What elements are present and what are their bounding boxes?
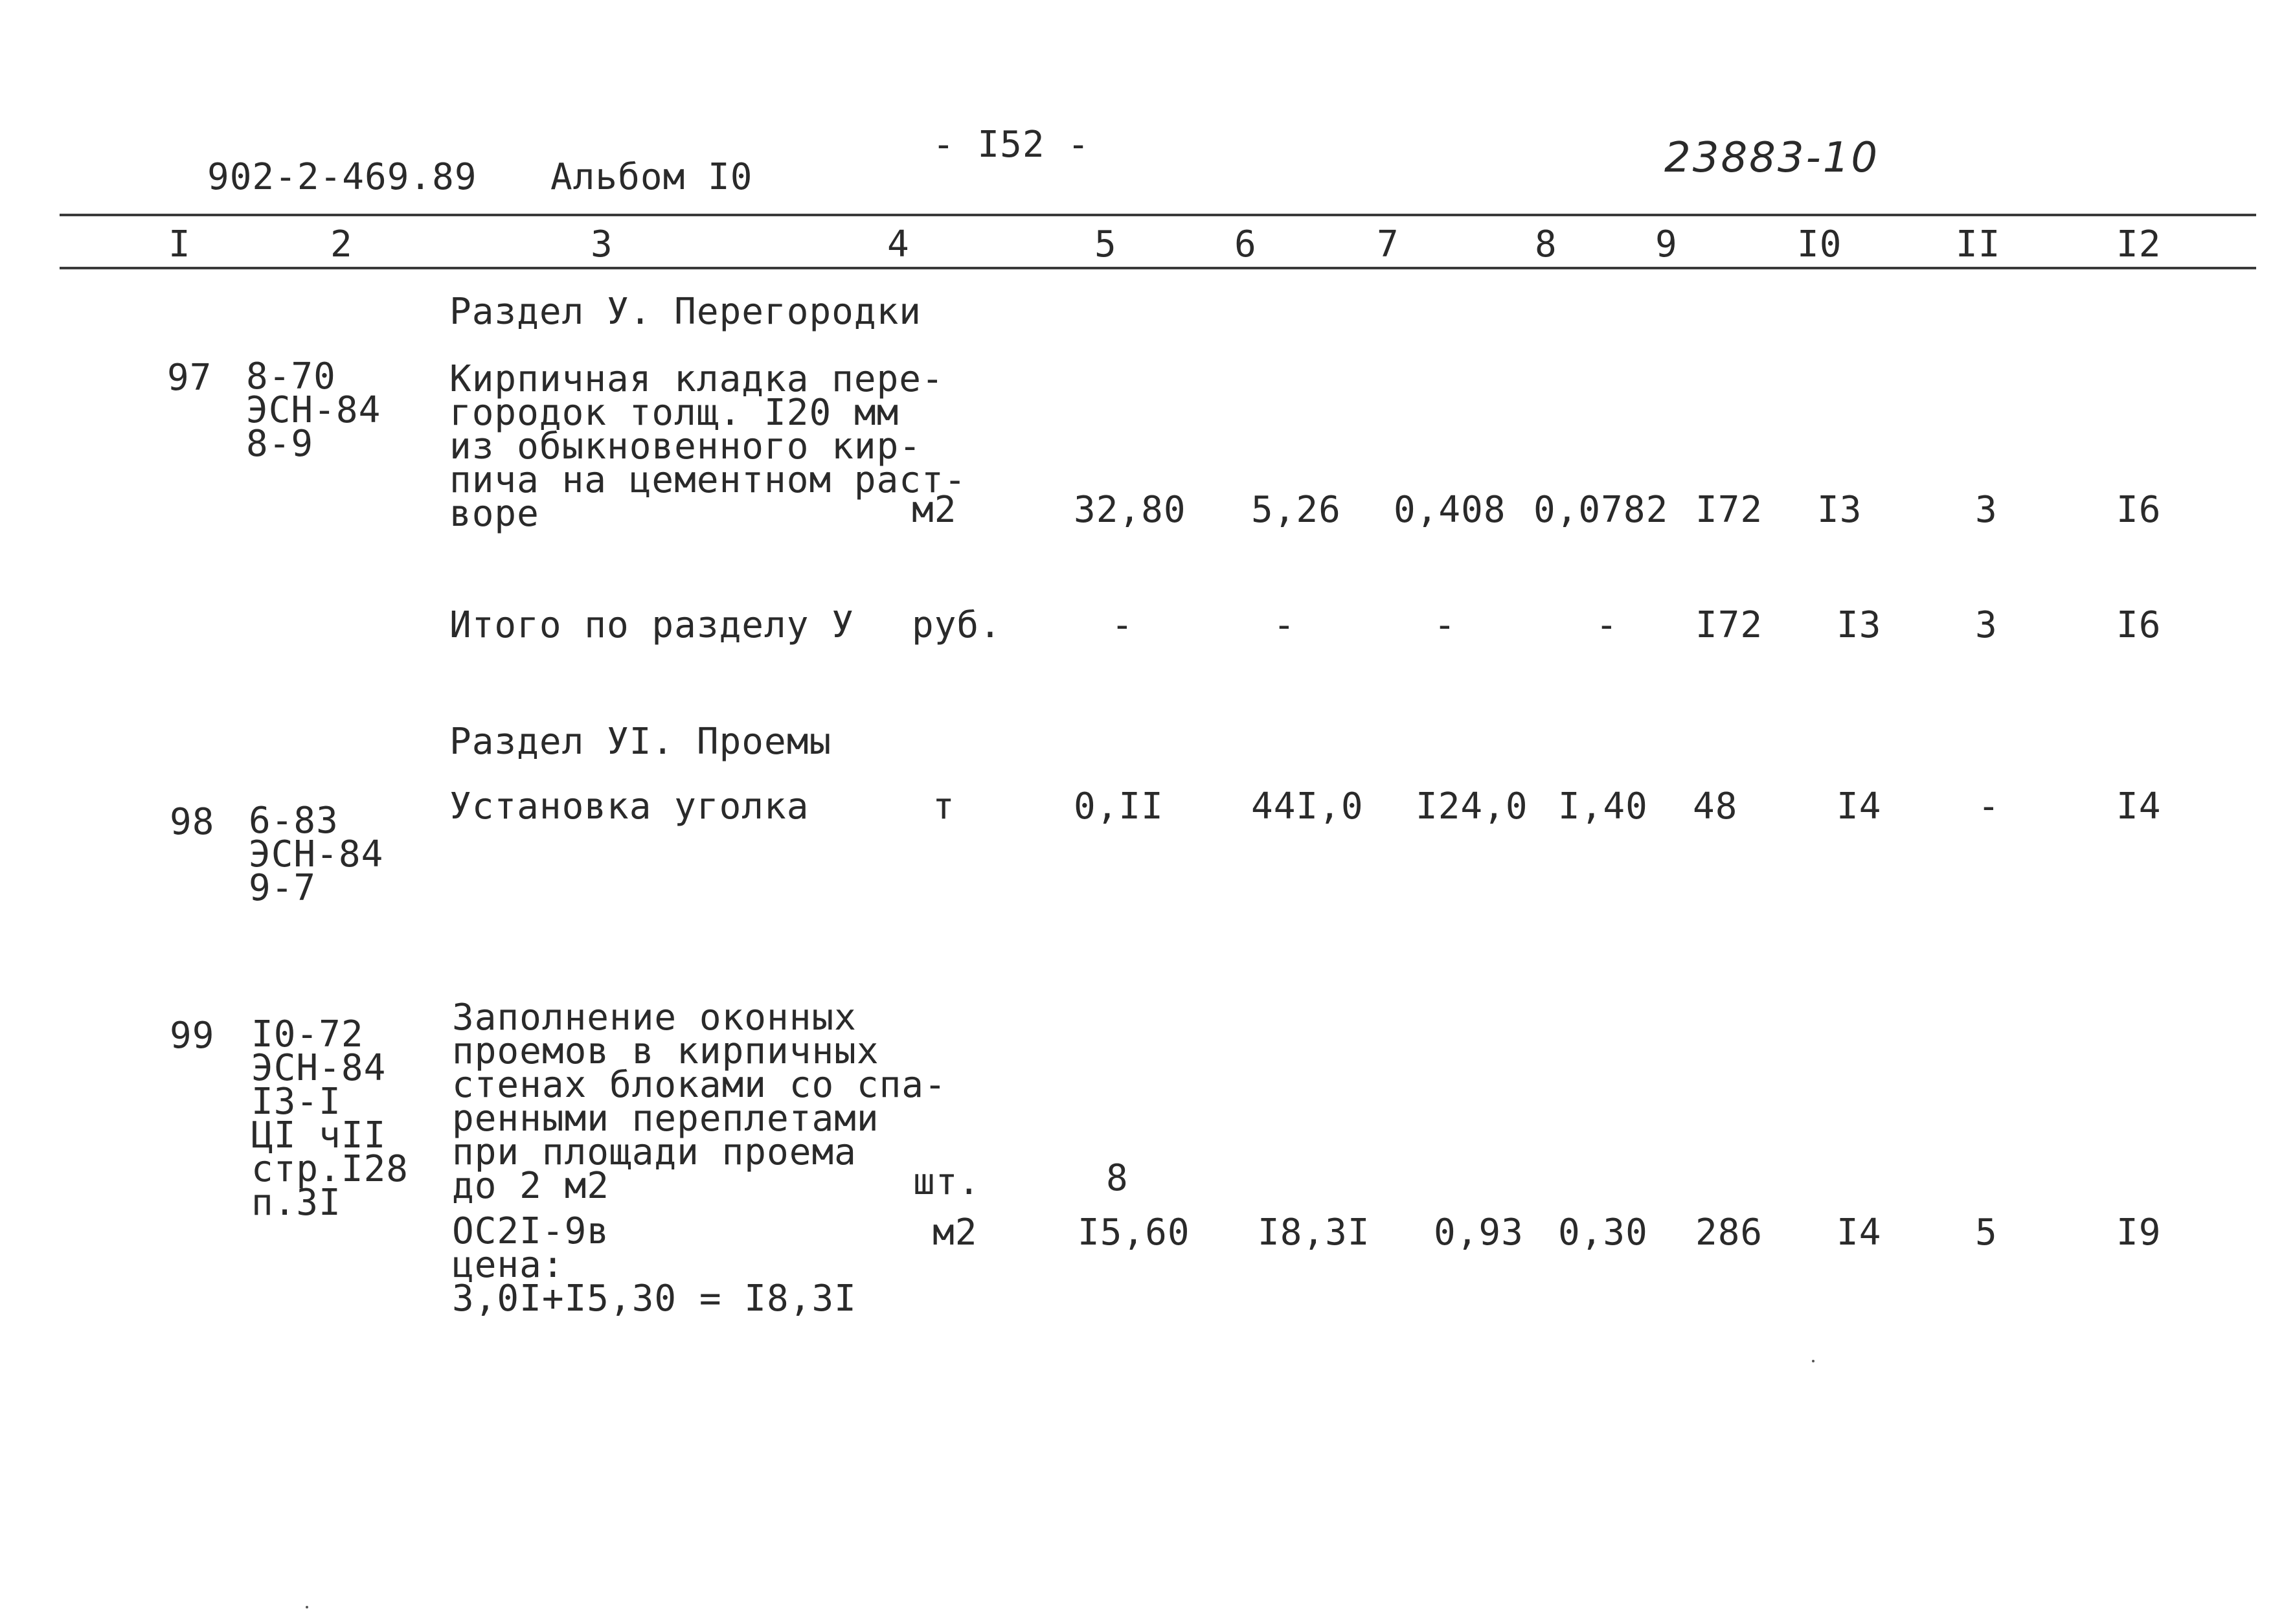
- document-code: 902-2-469.89: [207, 156, 477, 198]
- column-header-10: I0: [1797, 223, 1842, 265]
- column-header-2: 2: [330, 223, 353, 265]
- norm-reference: I0-72 ЭСН-84 I3-I ЦI чII стр.I28 п.3I: [251, 1013, 409, 1224]
- section-title-6: Раздел УI. Проемы: [449, 721, 832, 763]
- col-11-value: 3: [1975, 489, 1998, 531]
- column-header-3: 3: [591, 223, 613, 265]
- unit: т: [933, 785, 955, 828]
- row-number: 97: [167, 357, 212, 399]
- col-9-value: I72: [1695, 489, 1763, 531]
- sub-item-description: ОС2I-9в цена: 3,0I+I5,30 = I8,3I: [452, 1210, 857, 1320]
- work-description: Кирпичная кладка пере- городок толщ. I20 мм из обыкновенного кир- пича на цементном раст- воре: [449, 358, 967, 535]
- column-header-6: 6: [1234, 223, 1257, 265]
- sub-item-col-9: 286: [1695, 1212, 1763, 1254]
- total-col-11: 3: [1975, 604, 1998, 646]
- quantity: 0,II: [1074, 785, 1164, 828]
- column-header-9: 9: [1655, 223, 1678, 265]
- total-col-10: I3: [1837, 604, 1882, 646]
- unit-price: 44I,0: [1251, 785, 1364, 828]
- unit: м2: [912, 489, 957, 531]
- table-header-bottom-rule: [60, 267, 2256, 269]
- scan-speck: [306, 1606, 308, 1608]
- column-header-12: I2: [2116, 223, 2162, 265]
- col-10-value: I4: [1837, 785, 1882, 828]
- sub-item-unit: м2: [933, 1212, 978, 1254]
- norm-reference: 8-70 ЭСН-84 8-9: [246, 355, 381, 465]
- total-unit: руб.: [912, 604, 1002, 646]
- column-header-7: 7: [1377, 223, 1399, 265]
- sub-item-unit-price: I8,3I: [1258, 1212, 1370, 1254]
- row-number: 99: [170, 1015, 215, 1057]
- work-description: Заполнение оконных проемов в кирпичных стенах блоками со спа- ренными переплетами при площади проема до 2 м2: [452, 997, 947, 1207]
- sub-item-col-10: I4: [1837, 1212, 1882, 1254]
- column-header-1: I: [168, 223, 191, 265]
- work-description: Установка уголка: [449, 785, 809, 828]
- col-7-value: I24,0: [1416, 785, 1528, 828]
- archive-number: 23883-10: [1664, 134, 1880, 182]
- col-7-value: 0,408: [1394, 489, 1506, 531]
- col-12-value: I4: [2116, 785, 2162, 828]
- col-12-value: I6: [2116, 489, 2162, 531]
- unit-price: 5,26: [1251, 489, 1341, 531]
- sub-item-col-7: 0,93: [1434, 1212, 1524, 1254]
- col-11-value: -: [1978, 785, 2000, 828]
- col-8-value: 0,0782: [1533, 489, 1669, 531]
- total-label: Итого по разделу У: [449, 604, 854, 646]
- scan-speck: [1812, 1360, 1815, 1362]
- sub-item-col-8: 0,30: [1558, 1212, 1648, 1254]
- column-header-4: 4: [887, 223, 910, 265]
- column-header-5: 5: [1094, 223, 1117, 265]
- total-col-8: -: [1596, 604, 1618, 646]
- album-label: Альбом I0: [550, 156, 753, 198]
- norm-reference: 6-83 ЭСН-84 9-7: [249, 800, 384, 909]
- column-header-11: II: [1956, 223, 2001, 265]
- page-number: - I52 -: [933, 124, 1091, 166]
- total-col-12: I6: [2116, 604, 2162, 646]
- col-9-value: 48: [1693, 785, 1738, 828]
- total-col-9: I72: [1695, 604, 1763, 646]
- sub-item-quantity: I5,60: [1078, 1212, 1190, 1254]
- col-8-value: I,40: [1558, 785, 1648, 828]
- col-10-value: I3: [1817, 489, 1862, 531]
- total-col-6: -: [1273, 604, 1296, 646]
- column-header-8: 8: [1535, 223, 1557, 265]
- section-title-5: Раздел У. Перегородки: [449, 291, 922, 333]
- unit: шт.: [913, 1161, 981, 1203]
- total-col-7: -: [1434, 604, 1456, 646]
- table-top-rule: [60, 214, 2256, 216]
- quantity: 32,80: [1074, 489, 1186, 531]
- total-col-5: -: [1111, 604, 1134, 646]
- quantity: 8: [1106, 1157, 1129, 1199]
- sub-item-col-11: 5: [1975, 1212, 1998, 1254]
- row-number: 98: [170, 801, 215, 843]
- sub-item-col-12: I9: [2116, 1212, 2162, 1254]
